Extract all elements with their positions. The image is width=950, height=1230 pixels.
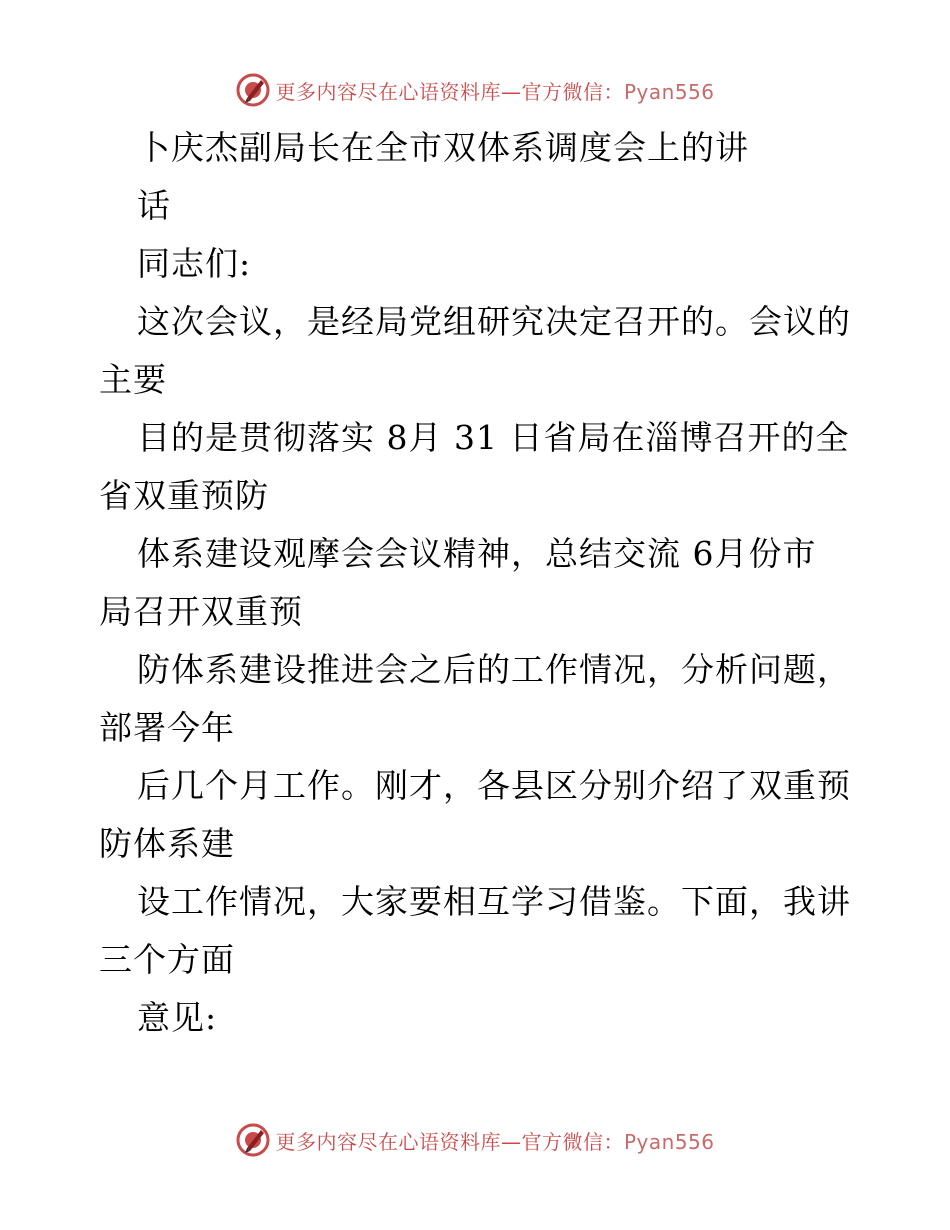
banner-text [275,76,714,105]
banner-wechat-id: Pyan556 [623,79,715,104]
pen-logo-icon [235,1122,271,1158]
paragraph-line: 主要 [99,360,167,399]
paragraph-line: 三个方面 [99,940,235,979]
banner-wechat-id: Pyan556 [623,1129,715,1154]
footer-watermark-banner [0,1120,950,1160]
paragraph-line: 设工作情况，大家要相互学习借鉴。下面，我讲 [137,882,851,921]
document-title-line-1: 卜庆杰副局长在全市双体系调度会上的讲 [137,128,749,167]
banner-slogan: 更多内容尽在心语资料库—官方微信： [275,79,624,104]
paragraph-line: 后几个月工作。刚才，各县区分别介绍了双重预 [137,766,851,805]
paragraph-line: 体系建设观摩会会议精神，总结交流 6月份市 [137,534,817,573]
paragraph-line: 省双重预防 [99,476,269,515]
paragraph-line: 防体系建设推进会之后的工作情况，分析问题， [137,650,851,689]
paragraph-line: 局召开双重预 [99,592,303,631]
paragraph-line: 部署今年 [99,708,235,747]
document-title-line-2: 话 [137,186,171,225]
paragraph-line: 这次会议，是经局党组研究决定召开的。会议的 [137,302,851,341]
paragraph-line: 意见: [137,998,218,1037]
greeting: 同志们: [137,244,252,283]
paragraph-line: 防体系建 [99,824,235,863]
pen-logo-icon [235,72,271,108]
banner-slogan: 更多内容尽在心语资料库—官方微信： [275,1129,624,1154]
header-watermark-banner [0,70,950,110]
paragraph-line: 目的是贯彻落实 8月 31 日省局在淄博召开的全 [137,418,850,457]
banner-text [275,1126,714,1155]
